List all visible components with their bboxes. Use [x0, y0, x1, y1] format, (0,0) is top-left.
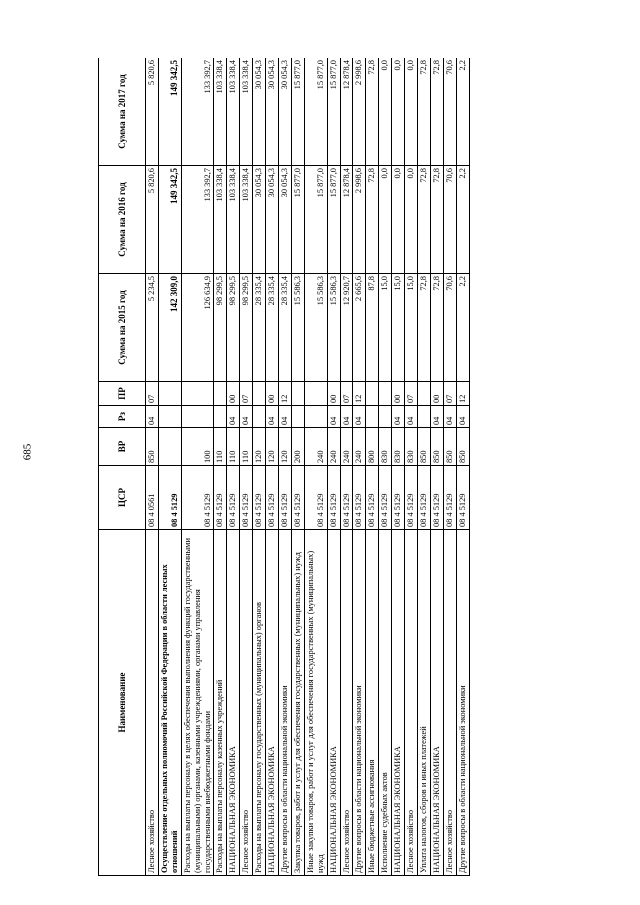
- row-rz: 04: [327, 406, 340, 428]
- row-sum-2017: 15 877,0: [291, 58, 304, 166]
- table-row: [353, 58, 366, 876]
- row-sum-2017: 2 998,6: [353, 58, 366, 166]
- table-row: [430, 58, 443, 876]
- row-sum-2015: 15 586,3: [304, 274, 327, 382]
- row-csr: 08 4 5129: [304, 466, 327, 530]
- row-name: НАЦИОНАЛЬНАЯ ЭКОНОМИКА: [266, 530, 279, 876]
- row-name: Расходы на выплаты персоналу государственных (муниципальных) органов: [253, 530, 266, 876]
- table-row: [405, 58, 418, 876]
- row-pr: [379, 382, 392, 406]
- table-row: [304, 58, 327, 876]
- header-sum-2016: Сумма на 2016 год: [99, 166, 146, 274]
- table-row: [158, 58, 181, 876]
- row-rz: 04: [266, 406, 279, 428]
- row-vr: 240: [340, 428, 353, 466]
- row-pr: [158, 382, 181, 406]
- row-sum-2015: 72,8: [417, 274, 430, 382]
- row-pr: 00: [392, 382, 405, 406]
- row-sum-2017: 103 338,4: [240, 58, 253, 166]
- table-row: [278, 58, 291, 876]
- row-pr: [291, 382, 304, 406]
- table-row: [392, 58, 405, 876]
- row-sum-2015: 5 234,5: [146, 274, 159, 382]
- row-pr: 00: [327, 382, 340, 406]
- row-sum-2017: 30 054,3: [266, 58, 279, 166]
- row-pr: 07: [405, 382, 418, 406]
- row-pr: 07: [240, 382, 253, 406]
- row-sum-2017: 2,2: [456, 58, 469, 166]
- row-pr: 00: [430, 382, 443, 406]
- row-sum-2015: 98 299,5: [227, 274, 240, 382]
- row-pr: 12: [353, 382, 366, 406]
- row-vr: 120: [266, 428, 279, 466]
- row-rz: 04: [443, 406, 456, 428]
- row-csr: 08 4 5129: [353, 466, 366, 530]
- row-name: НАЦИОНАЛЬНАЯ ЭКОНОМИКА: [227, 530, 240, 876]
- header-name: Наименование: [99, 530, 146, 876]
- row-rz: [417, 406, 430, 428]
- row-pr: 07: [443, 382, 456, 406]
- row-sum-2016: 72,8: [417, 166, 430, 274]
- row-csr: 08 4 5129: [456, 466, 469, 530]
- row-name: Другие вопросы в области национальной экономики: [278, 530, 291, 876]
- row-name: Другие вопросы в области национальной экономики: [353, 530, 366, 876]
- row-sum-2016: 30 054,3: [278, 166, 291, 274]
- header-vr: ВР: [99, 428, 146, 466]
- row-rz: [181, 406, 214, 428]
- page-number-container: [0, 435, 55, 469]
- row-pr: 12: [456, 382, 469, 406]
- row-sum-2016: 30 054,3: [253, 166, 266, 274]
- row-name: Лесное хозяйство: [405, 530, 418, 876]
- row-sum-2016: 2,2: [456, 166, 469, 274]
- row-sum-2016: 2 998,6: [353, 166, 366, 274]
- row-sum-2016: 12 878,4: [340, 166, 353, 274]
- header-rz: Рз: [99, 406, 146, 428]
- row-csr: 08 4 5129: [340, 466, 353, 530]
- row-sum-2017: 15 877,0: [304, 58, 327, 166]
- row-csr: 08 4 5129: [405, 466, 418, 530]
- row-sum-2015: 28 335,4: [278, 274, 291, 382]
- row-sum-2015: 98 299,5: [214, 274, 227, 382]
- row-csr: 08 4 5129: [291, 466, 304, 530]
- table-row: [327, 58, 340, 876]
- row-rz: 04: [278, 406, 291, 428]
- row-sum-2016: 15 877,0: [291, 166, 304, 274]
- row-sum-2015: 142 309,0: [158, 274, 181, 382]
- row-name: НАЦИОНАЛЬНАЯ ЭКОНОМИКА: [392, 530, 405, 876]
- row-csr: 08 4 5129: [366, 466, 379, 530]
- row-vr: 850: [443, 428, 456, 466]
- row-pr: 00: [266, 382, 279, 406]
- row-csr: 08 4 5129: [266, 466, 279, 530]
- page-number: 685: [21, 443, 34, 461]
- row-sum-2017: 30 054,3: [278, 58, 291, 166]
- row-rz: [304, 406, 327, 428]
- row-rz: 04: [430, 406, 443, 428]
- row-rz: 04: [227, 406, 240, 428]
- row-sum-2015: 15,0: [405, 274, 418, 382]
- row-sum-2017: 103 338,4: [227, 58, 240, 166]
- row-pr: 07: [340, 382, 353, 406]
- row-csr: 08 4 5129: [158, 466, 181, 530]
- row-vr: [158, 428, 181, 466]
- row-pr: [366, 382, 379, 406]
- row-sum-2017: 70,6: [443, 58, 456, 166]
- row-pr: 07: [146, 382, 159, 406]
- row-rz: [366, 406, 379, 428]
- table-row: [379, 58, 392, 876]
- row-name: Лесное хозяйство: [443, 530, 456, 876]
- row-vr: 830: [379, 428, 392, 466]
- row-sum-2017: 72,8: [417, 58, 430, 166]
- row-csr: 08 4 5129: [430, 466, 443, 530]
- row-vr: 240: [304, 428, 327, 466]
- row-sum-2017: 0,0: [405, 58, 418, 166]
- table-row: [240, 58, 253, 876]
- row-pr: [214, 382, 227, 406]
- row-rz: [291, 406, 304, 428]
- row-pr: [181, 382, 214, 406]
- row-sum-2015: 12 920,7: [340, 274, 353, 382]
- row-sum-2017: 5 820,6: [146, 58, 159, 166]
- row-sum-2016: 70,6: [443, 166, 456, 274]
- row-csr: 08 4 5129: [278, 466, 291, 530]
- row-sum-2017: 0,0: [379, 58, 392, 166]
- row-sum-2016: 72,8: [430, 166, 443, 274]
- row-csr: 08 4 0561: [146, 466, 159, 530]
- row-sum-2016: 103 338,4: [227, 166, 240, 274]
- row-name: Иные закупки товаров, работ и услуг для обеспечения государственных (муниципальных) нужд: [304, 530, 327, 876]
- row-sum-2016: 103 338,4: [214, 166, 227, 274]
- row-csr: 08 4 5129: [379, 466, 392, 530]
- row-vr: 200: [291, 428, 304, 466]
- row-sum-2017: 0,0: [392, 58, 405, 166]
- row-vr: 110: [214, 428, 227, 466]
- row-name: НАЦИОНАЛЬНАЯ ЭКОНОМИКА: [327, 530, 340, 876]
- row-rz: 04: [392, 406, 405, 428]
- row-rz: [379, 406, 392, 428]
- row-rz: [158, 406, 181, 428]
- row-vr: 850: [456, 428, 469, 466]
- row-name: Лесное хозяйство: [240, 530, 253, 876]
- row-name: Осуществление отдельных полномочий Российской Федерации в области лесных отношений: [158, 530, 181, 876]
- row-sum-2015: 72,8: [430, 274, 443, 382]
- row-vr: 240: [353, 428, 366, 466]
- row-vr: 240: [327, 428, 340, 466]
- row-name: Закупка товаров, работ и услуг для обеспечения государственных (муниципальных) нужд: [291, 530, 304, 876]
- row-sum-2015: 126 634,9: [181, 274, 214, 382]
- row-name: Исполнение судебных актов: [379, 530, 392, 876]
- row-name: Расходы на выплаты персоналу казенных учреждений: [214, 530, 227, 876]
- row-rz: 04: [240, 406, 253, 428]
- row-sum-2015: 15,0: [392, 274, 405, 382]
- table-row: [417, 58, 430, 876]
- table-row: [340, 58, 353, 876]
- table-row: [266, 58, 279, 876]
- row-vr: 800: [366, 428, 379, 466]
- row-sum-2016: 30 054,3: [266, 166, 279, 274]
- row-sum-2015: 2,2: [456, 274, 469, 382]
- row-sum-2016: 0,0: [392, 166, 405, 274]
- row-csr: 08 4 5129: [417, 466, 430, 530]
- row-rz: 04: [353, 406, 366, 428]
- table-row: [443, 58, 456, 876]
- row-sum-2017: 72,8: [430, 58, 443, 166]
- row-name: Лесное хозяйство: [146, 530, 159, 876]
- row-vr: 830: [392, 428, 405, 466]
- row-sum-2016: 15 877,0: [304, 166, 327, 274]
- row-vr: 110: [240, 428, 253, 466]
- row-sum-2017: 30 054,3: [253, 58, 266, 166]
- row-sum-2015: 98 299,5: [240, 274, 253, 382]
- budget-table: [98, 58, 470, 876]
- table-row: [181, 58, 214, 876]
- row-csr: 08 4 5129: [181, 466, 214, 530]
- row-csr: 08 4 5129: [327, 466, 340, 530]
- header-csr: ЦСР: [99, 466, 146, 530]
- row-name: Иные бюджетные ассигнования: [366, 530, 379, 876]
- table-header-row: [99, 58, 146, 876]
- row-sum-2017: 149 342,5: [158, 58, 181, 166]
- table-body: [146, 58, 470, 876]
- row-rz: [253, 406, 266, 428]
- row-pr: [253, 382, 266, 406]
- row-vr: 850: [417, 428, 430, 466]
- row-vr: 830: [405, 428, 418, 466]
- row-csr: 08 4 5129: [240, 466, 253, 530]
- row-pr: [304, 382, 327, 406]
- row-sum-2015: 15,0: [379, 274, 392, 382]
- table-row: [227, 58, 240, 876]
- row-csr: 08 4 5129: [443, 466, 456, 530]
- row-sum-2015: 15 586,3: [291, 274, 304, 382]
- row-sum-2017: 103 338,4: [214, 58, 227, 166]
- row-sum-2015: 28 335,4: [266, 274, 279, 382]
- table-row: [214, 58, 227, 876]
- row-rz: 04: [456, 406, 469, 428]
- table-row: [253, 58, 266, 876]
- row-name: Другие вопросы в области национальной экономики: [456, 530, 469, 876]
- row-name: Расходы на выплаты персоналу в целях обеспечения выполнения функций государственными (муниципальными) органами, казенными учреждениями, органами управления государственными внебюджетными фондами: [181, 530, 214, 876]
- row-rz: 04: [405, 406, 418, 428]
- row-name: НАЦИОНАЛЬНАЯ ЭКОНОМИКА: [430, 530, 443, 876]
- row-sum-2015: 15 586,3: [327, 274, 340, 382]
- header-sum-2015: Сумма на 2015 год: [99, 274, 146, 382]
- row-vr: 120: [278, 428, 291, 466]
- row-vr: 850: [430, 428, 443, 466]
- row-sum-2016: 0,0: [379, 166, 392, 274]
- row-sum-2017: 12 878,4: [340, 58, 353, 166]
- row-rz: [214, 406, 227, 428]
- row-pr: 12: [278, 382, 291, 406]
- row-sum-2015: 28 335,4: [253, 274, 266, 382]
- row-sum-2016: 5 820,6: [146, 166, 159, 274]
- table-row: [146, 58, 159, 876]
- rotated-table-wrapper: [98, 58, 556, 876]
- row-sum-2015: 2 665,6: [353, 274, 366, 382]
- row-pr: 00: [227, 382, 240, 406]
- row-sum-2017: 72,8: [366, 58, 379, 166]
- row-pr: [417, 382, 430, 406]
- row-name: Уплата налогов, сборов и иных платежей: [417, 530, 430, 876]
- row-sum-2016: 133 392,7: [181, 166, 214, 274]
- row-sum-2016: 149 342,5: [158, 166, 181, 274]
- row-sum-2016: 0,0: [405, 166, 418, 274]
- row-vr: 100: [181, 428, 214, 466]
- header-sum-2017: Сумма на 2017 год: [99, 58, 146, 166]
- row-vr: 120: [253, 428, 266, 466]
- row-sum-2016: 103 338,4: [240, 166, 253, 274]
- row-sum-2016: 72,8: [366, 166, 379, 274]
- row-sum-2016: 15 877,0: [327, 166, 340, 274]
- table-row: [456, 58, 469, 876]
- row-name: Лесное хозяйство: [340, 530, 353, 876]
- row-rz: 04: [340, 406, 353, 428]
- row-vr: 110: [227, 428, 240, 466]
- row-csr: 08 4 5129: [392, 466, 405, 530]
- row-csr: 08 4 5129: [253, 466, 266, 530]
- row-vr: 850: [146, 428, 159, 466]
- row-sum-2015: 87,8: [366, 274, 379, 382]
- row-sum-2017: 133 392,7: [181, 58, 214, 166]
- table-row: [291, 58, 304, 876]
- row-csr: 08 4 5129: [227, 466, 240, 530]
- header-pr: ПР: [99, 382, 146, 406]
- row-rz: 04: [146, 406, 159, 428]
- row-sum-2015: 70,6: [443, 274, 456, 382]
- row-sum-2017: 15 877,0: [327, 58, 340, 166]
- table-row: [366, 58, 379, 876]
- row-csr: 08 4 5129: [214, 466, 227, 530]
